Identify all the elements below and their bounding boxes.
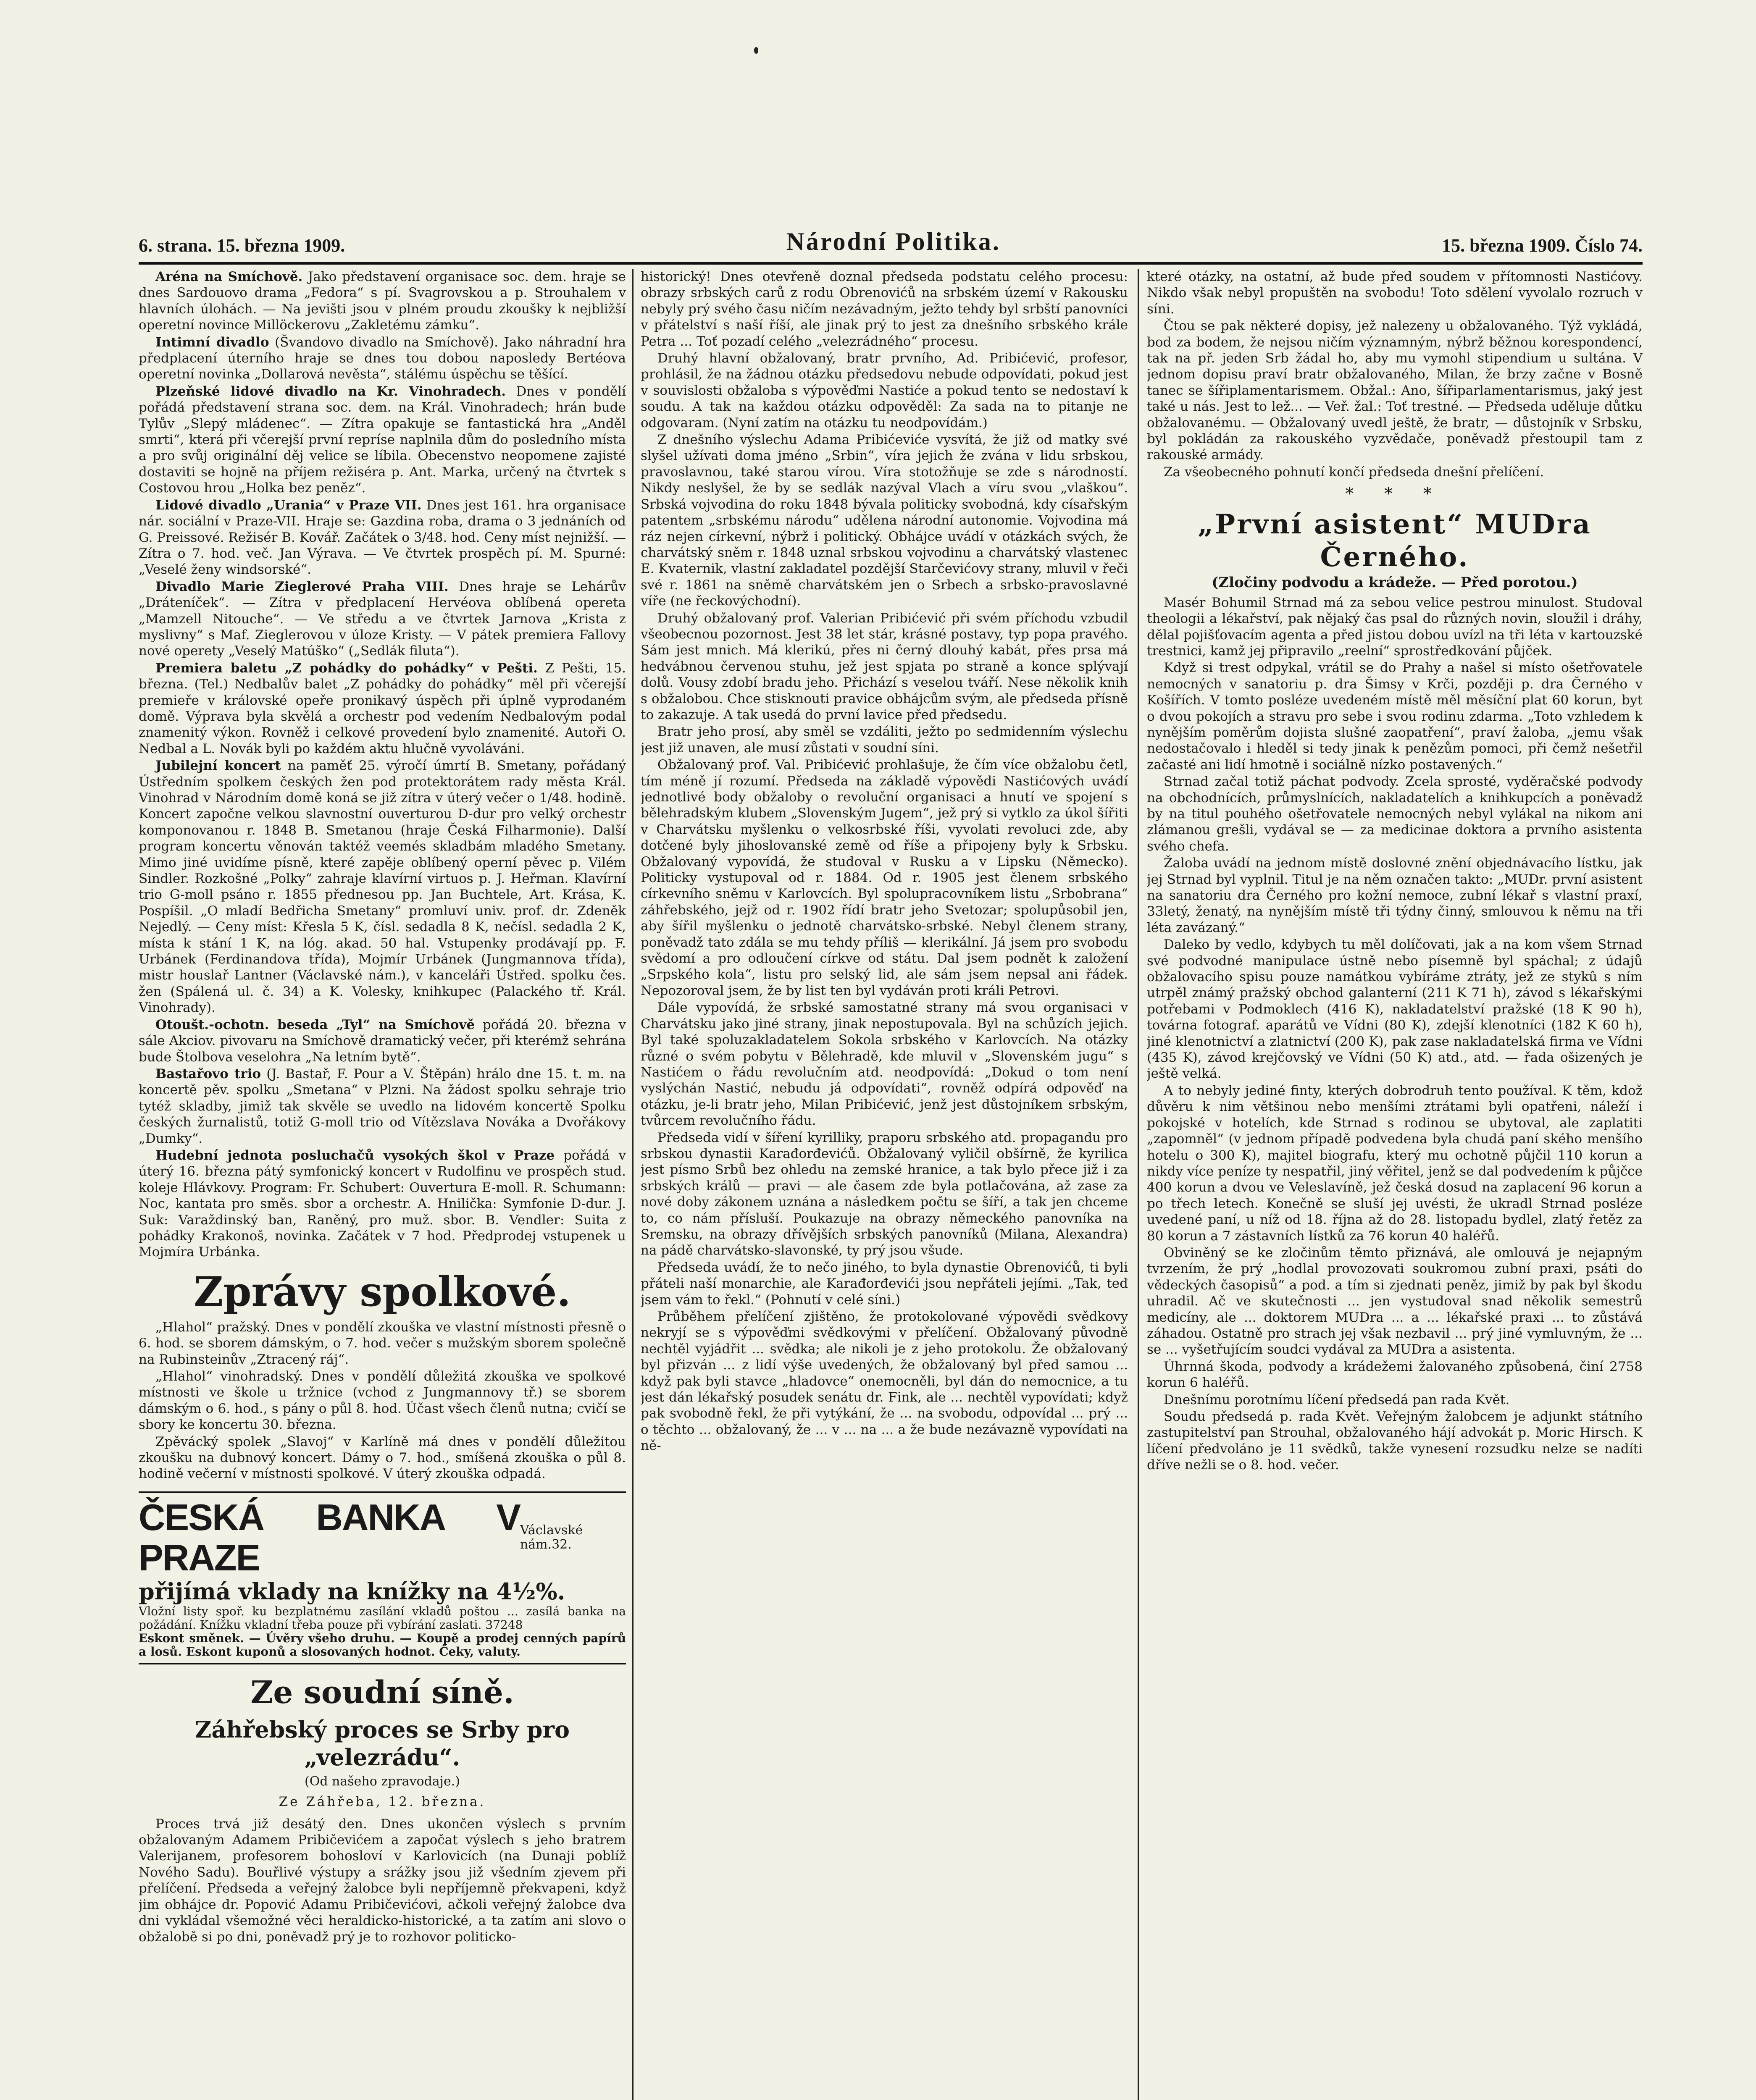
paragraph — [139, 1017, 626, 1065]
article-headline: Záhřebský proces se Srby pro „velezrádu“. — [195, 1716, 570, 1771]
paragraph: Čtou se pak některé dopisy, jež nalezeny u obžalovaného. Týž vykládá, bod za bodem, že nejsou ničím významným, nýbrž běžnou korespondencí, tak na př. jeden Srb žádal ho, aby mu vymohl stipendium u sultána. V jednom dopisu praví bratr obžalovaného, Milan, že brzy začne v Bosně tanec se šířiplamentarismem. Obžal.: Ano, šířiparlamentarismus, jaký jest také u nás. Jest to lež... — Veř. žal.: Toť trestné. — Předseda uděluje důtku obžalovanému. — Obžalovaný uvedl ještě, že bratr, — důstojník v Srbsku, byl pokládán za rakouského vyzvědače, poněvadž přestoupil tam z rakouské armády. — [1147, 318, 1643, 463]
paragraph-head: Jubilejní koncert — [155, 758, 281, 774]
paragraph: historický! Dnes otevřeně doznal předseda podstatu celého procesu: obrazy srbských carů z rodu Obrenovićů na srbském území v Rakousku nebyly prý svého času ničím nezávadným, ježto tehdy byl srbští panovníci v přátelství s naší říší, ale jinak prý to jest za dnešního srbského krále Petra ... Toť pozadí celého „velezrádného“ procesu. — [641, 269, 1128, 349]
paragraph: Strnad začal totiž páchat podvody. Zcela sprosté, vyděračské podvody na obchodnících, průmyslnících, nakladatelích a knihkupcích a poněvadž by na titul pouhého ošetřovatele nemocných nebyl vylákal na nikom ani zlámanou grešli, vydával se — za medicinae doktora a prvního asistenta svého chefa. — [1147, 774, 1643, 854]
paragraph: Druhý hlavní obžalovaný, bratr prvního, Ad. Pribićević, profesor, prohlásil, že na žádnou otázku předsedovu nebude odpovídati, pokud jest v souvislosti obžaloba s výpověďmi Nastiće a pokud tento se nedostaví k soudu. A tak na každou otázku odpověděl: Za sada na to pitanje ne odgovaram. (Nyní zatím na otázku tu neodpovídám.) — [641, 351, 1128, 430]
paragraph-text: pořádá v úterý 16. března pátý symfonický koncert v Rudolfinu ve prospěch stud. koleje Hlávkovy. Program: Fr. Schubert: Ouvertura E-moll. R. Schumann: Noc, kantata pro směs. sbor a orchestr. A. Hnilička: Symfonie D-dur. J. Suk: Varaždinský ban, Raněný, pro muž. sbor. B. Vendler: Suita z pohádky Krakonoš, novinka. Začátek v 7 hod. Předprodej vstupenek u Mojmíra Urbánka. — [139, 1147, 626, 1260]
paragraph: Za všeobecného pohnutí končí předseda dnešní přelíčení. — [1164, 464, 1544, 480]
ad-title: ČESKÁ BANKA V PRAZE — [139, 1496, 520, 1578]
paragraph-text: Dnes hraje se Lehárův „Dráteníček“. — Zítra v předplacení Hervéova oblíbená opereta „Mamzell Nitouche“. — Ve středu a ve čtvrtek Jarnova „Krista z myslivny“ s Maf. Zieglerovou v úloze Kristy. — V pátek premiera Fallovy nové operety „Veselý Matúško“ („Sedlák filuta“). — [139, 579, 626, 659]
paragraph-head: Intimní divadlo — [155, 334, 269, 350]
paragraph-head: Aréna na Smíchově. — [155, 269, 303, 284]
paragraph-text: na paměť 25. výročí úmrtí B. Smetany, pořádaný Ústředním spolkem českých žen pod protektorátem rady města Král. Vinohrad v Národním domě koná se již zítra v úterý večer o 1/48. hodině. Koncert započne velkou slavnostní ouverturou D-dur pro velký orchestr komponovanou r. 1848 B. Smetanou (hraje Česká Filharmonie). Další program koncertu věnován taktéž veemés skladbám mladého Smetany. Mimo jiné uvidíme písně, které zapěje oblíbený operní pěvec p. Vilém Sindler. Rozkošné „Polky“ zahraje klavírní virtuos p. J. Heřman. Klavírní trio G-moll psáno r. 1855 přednesou pp. Jan Buchtele, Art. Krása, K. Pospíšil. „O mladí Bedřicha Smetany“ promluví univ. prof. dr. Zdeněk Nejedlý. — Ceny míst: Křesla 5 K, čísl. sedadla 8 K, nečísl. sedadla 2 K, místa k stání 1 K, na lóg. akad. 50 hal. Vstupenky prodávají pp. F. Urbánek (Ferdinandova třída), Mojmír Urbánek (Jungmannova třída), mistr houslař Lantner (Václavské nám.), v kanceláři Ústřed. spolku čes. žen (Spálená ul. č. 34) a K. Volesky, knihkupec (Palackého tř. Král. Vinohrady). — [139, 758, 626, 1016]
paragraph: Masér Bohumil Strnad má za sebou velice pestrou minulost. Studoval theologii a lékařství, pak nějaký čas psal do různých novin, sloužil i dráhy, dělal pojišťovacím agenta a před jistou dobou uvízl na tři léta v kartouzské trestnici, kamž jej připravilo „reelní“ sprostředkování půjček. — [1147, 595, 1643, 659]
ad-header — [139, 1497, 626, 1578]
column-2 — [641, 269, 1128, 2100]
paragraph-text: Z Pešti, 15. března. (Tel.) Nedbalův balet „Z pohádky do pohádky“ měl při včerejší premieře v královské opeře pronikavý úspěch při úplně vyprodaném domě. Výprava byla skvělá a orchestr pod vedením Nedbalovým podal znamenitý výkon. Rovněž i celkové provedení bylo znamenité. Autoři O. Nedbal a L. Novák byli po každém aktu hlučně vyvoláváni. — [139, 660, 626, 756]
court-section-title: Ze soudní síně. — [250, 1674, 514, 1711]
paragraph — [139, 1066, 626, 1147]
paragraph: Obviněný se ke zločinům těmto přiznává, ale omlouvá je nejapným tvrzením, že prý „hodlal provozovati soukromou zubní praxi, psáti do vědeckých časopisů“ a pod. a tím si zjednati peněz, jimiž by pak byl škodu uhradil. Ač ve skutečnosti ... jen vystudoval snad několik semestrů medicíny, ale ... doktorem MUDra ... a ... lékařské praxi ... to zůstává záhadou. Ostatně pro strach jej však nezbavil ... prý jiné vymluvným, že ... se ... vyšetřujícím soudci vydával za MUDra a asistenta. — [1147, 1245, 1643, 1357]
divider-asterisks: * * * — [1345, 484, 1444, 504]
paragraph: Dnešnímu porotnímu líčení předsedá pan rada Květ. — [1164, 1392, 1510, 1407]
paragraph — [139, 1147, 626, 1260]
paragraph: Daleko by vedlo, kdybych tu měl dolíčovati, jak a na kom všem Strnad své podvodné manipulace ústně nebo písemně byl spáchal; z údajů obžalovacího spisu pouze namátkou vybíráme ztráty, jež ze stykû s ním utrpěl známý pražský obchod galanterní (211 K 71 h), závod s lékařskými potřebami v Podmoklech (416 K), nakladatelství pražské (18 K 90 h), továrna fotograf. aparátů ve Vídni (80 K), zdejší klenotníci (182 K 60 h), jiné klenotnictví a zlatnictví (200 K), pak zase nakladatelská firma ve Vídni (435 K), závod krejčovský ve Vídni (50 K) atd., atd. — řada ošizených je ještě velká. — [1147, 937, 1643, 1082]
article-subheadline: (Zločiny podvodu a krádeže. — Před porotou.) — [1212, 574, 1578, 591]
ad-text: Eskont směnek. — Úvěry všeho druhu. — Koupě a prodej cenných papírů a losů. Eskont kuponů a slosovaných hodnot. Čeky, valuty. — [139, 1631, 626, 1659]
paragraph — [139, 579, 626, 659]
header-left: 6. strana. 15. března 1909. — [139, 235, 345, 256]
paragraph-head: Bastařovo trio — [155, 1066, 261, 1082]
paragraph-text: Dnes jest 161. hra organisace nár. sociální v Praze-VII. Hraje se: Gazdina roba, drama o 3 jednáních od G. Preissové. Režisér B. Kovář. Začátek o 3/48. hod. Ceny míst nejnižší. — Zítra o 7. hod. več. Jan Výrava. — Ve čtvrtek prospěch pí. M. Spurné: „Veselé ženy windsorské“. — [139, 497, 626, 578]
paragraph: Druhý obžalovaný prof. Valerian Pribićević při svém příchodu vzbudil všeobecnou pozornost. Jest 38 let stár, krásné postavy, typ popa pravého. Sám jest mnich. Má klerikú, přes ni černý dlouhý kabát, přes prsa má hedvábnou červenou stuhu, jež jest spjata po straně a konce splývají dolů. Vousy zdobí bradu jeho. Přichází s veselou tváří. Nese několik knih s obžalobou. Chce stisknouti pravice obhájcům svým, ale předseda přísně to zakazuje. A tak usedá do první lavice před předsedu. — [641, 610, 1128, 722]
byline: (Od našeho zpravodaje.) — [305, 1774, 460, 1789]
paragraph: Soudu předsedá p. rada Květ. Veřejným žalobcem je adjunkt státního zastupitelství pan Strouhal, obžalovaného hájí advokát p. Moric Hirsch. K líčení předvoláno je 11 svědků, takže vynesení rozsudku nelze se nadíti dříve nežli se o 8. hod. večer. — [1147, 1409, 1643, 1473]
column-rule — [1138, 269, 1139, 2100]
paragraph: které otázky, na ostatní, až bude před soudem v přítomnosti Nastićovy. Nikdo však nebyl propuštěn na svobodu! Toto sdělení vyvolalo rozruch v síni. — [1147, 269, 1643, 317]
column-1 — [139, 269, 626, 2100]
paragraph: Bratr jeho prosí, aby směl se vzdáliti, ježto po sedmidenním výslechu jest již unaven, ale musí zůstati v soudní síni. — [641, 724, 1128, 756]
paragraph: Obžalovaný prof. Val. Pribićević prohlašuje, že čím více obžalobu četl, tím méně jí rozumí. Předseda na základě výpovědi Nastićových uvádí jednotlivé body obžaloby o revoluční organisaci a hnutí ve spojení s bělehradským klubem „Slovenským Jugem“, jež prý si vytklo za úkol šířiti v Charvátsku myšlenku o velkosrbské říši, vyvolati revoluci zde, aby dotčené byly jihoslovanské země od říše a připojeny byly k Srbsku. Obžalovaný vypovídá, že studoval v Rusku a v Lipsku (Německo). Politicky vystupoval od r. 1884. Od r. 1905 jest členem srbského církevního sněmu v Karlovcích. Byl spolupracovníkem listu „Srbobrana“ záhřebského, jejž od r. 1902 řídí bratr jeho Svetozar; spolupůsobil jen, aby šířil myšlenku o jednotě charvátsko-srbské. Nebyl členem strany, poněvadž tato zdála se mu tehdy příliš — klerikální. Já jsem pro svobodu svědomí a pro odloučení církve od státu. Dal jsem podnět k založení „Srpského kola“, listu pro selský lid, ale sám jsem nepsal ani řádek. Nepozoroval jsem, že by list ten byl vydáván proti králi Petrovi. — [641, 757, 1128, 998]
paragraph — [139, 758, 626, 1016]
paragraph: „Hlahol“ pražský. Dnes v pondělí zkouška ve vlastní místnosti přesně o 6. hod. se sborem dámským, o 7. hod. večer s mužským sborem společně na Rubinsteinův „Ztracený ráj“. — [139, 1319, 626, 1367]
dateline: Ze Záhřeba, 12. března. — [279, 1794, 486, 1810]
paragraph: Průběhem přelíčení zjištěno, že protokolované výpovědi svědkovy nekryjí se s výpověďmi svědkovými v přelíčení. Obžalovaný původně nechtěl vyjádřit ... svědka; ale nikoli je z jeho protokolu. Že obžalovaný byl přizván ... z lidí výše uvedených, že obžalovaný byl před samou ... když pak byli stavce „hladovce“ onemocněli, byl dán do nemocnice, a tu jest dán lékařský posudek senátu dr. Fink, ale ... nechtěl vypovídati; když pak svobodně řekl, že při vytýkání, že ... na svobodu, odpovídal ... prý ... o těchto ... obžalovaný, že ... v ... na ... a že bude nezávazně vypovídati na ně- — [641, 1309, 1128, 1454]
paragraph-text: Jako představení organisace soc. dem. hraje se dnes Sardouovo drama „Fedora“ s pí. Svagrovskou a p. Strouhalem v hlavních úlohách. — Na jevišti jsou v plném proudu zkoušky k nejbližší operetní novince Millöckerovu „Zakletému zámku“. — [139, 269, 626, 333]
paragraph-head: Otoušt.-ochotn. beseda „Tyl“ na Smíchově — [155, 1017, 475, 1032]
column-rule — [632, 269, 634, 2100]
paragraph: Úhrnná škoda, podvody a krádežemi žalovaného způsobená, činí 2758 korun 6 haléřů. — [1147, 1359, 1643, 1391]
paragraph: Předseda vidí v šíření kyrilliky, praporu srbského atd. propagandu pro srbskou dynastii Karađorđevićů. Obžalovaný vyličil obšírně, že kyrilica jest písmo Srbů bez ohledu na zemské hranice, a tak bylo přece již i za srbských králů — pravi — ale časem zde byla potlačována, až zase za nové doby zákonem uznána a následkem počtu se šíří, a tak jen chceme to, co nám přísluší. Poukazuje na obrazy německého panovníka na Sremsku, na obrazy dřívějších srbských panovníků (Milana, Alexandra) na pádě charvátsko-slavonské, ty prý jsou všude. — [641, 1130, 1128, 1258]
paragraph: A to nebyly jediné finty, kterých dobrodruh tento používal. K těm, kdož důvěru k nim většinou nebo menšími ztrátami byli opatřeni, náleží i pokojské v hotelích, kde Strnad s rodinou se ubytoval, ale zaplatiti „zapomněl“ (v jednom případě podvedena byla chudá paní ského menšího hotelu o 300 K), majitel biografu, který mu ochotně půjčil 110 korun a nikdy více peníze ty nespatřil, jiný věřitel, jenž se dal podvedením k půjčce 400 korun a dvou ve Veleslavíně, jež česká dosud na zaplacení 96 korun a po třech letech. Konečně se sluší jej uvésti, že ukradl Strnad posléze uvedené paní, u níž od 18. října až do 28. listopadu bydlel, zlatý řetěz za 80 korun a 7 zástavních lístků za 76 korun 40 haléřů. — [1147, 1083, 1643, 1244]
paragraph — [139, 269, 626, 333]
paragraph-text: (J. Bastař, F. Pour a V. Štěpán) hrálo dne 15. t. m. na koncertě pěv. spolku „Smetana“ v Plzni. Na žádost spolku sehraje trio tytéž skladby, jimiž tak skvěle se uvedlo na lidovém koncertě Spolku českých žurnalistů, totiž G-moll trio od Vítězslava Nováka a Dvořákovy „Dumky“. — [139, 1066, 626, 1146]
paragraph: Žaloba uvádí na jednom místě doslovné znění objednávacího lístku, jak jej Strnad byl vyplnil. Titul je na něm označen takto: „MUDr. první asistent na sanatoriu dra Černého pro kožní nemoce, zubní lékař s vlastní praxí, 33letý, ženatý, na nynějším místě tři týdny činný, smlouvou k němu na tři léta zavázaný.“ — [1147, 856, 1643, 935]
paragraph-text: (Švandovo divadlo na Smíchově). Jako náhradní hra předplacení úterního hraje se dnes tou dobou naposledy Bertéova operetní novinka „Dollarová nevěsta“, stálému úspěchu se těšící. — [139, 334, 626, 382]
paragraph-head: Hudební jednota posluchačů vysokých škol v Praze — [155, 1147, 555, 1163]
article-headline: „První asistent“ MUDra Černého. — [1198, 508, 1592, 573]
bank-advertisement — [139, 1491, 626, 1664]
section-title-spolkove: Zprávy spolkové. — [194, 1268, 571, 1315]
paragraph-head: Premiera baletu „Z pohádky do pohádky“ v Pešti. — [155, 660, 538, 676]
paragraph: Dále vypovídá, že srbské samostatné strany má svou organisaci v Charvátsku jako jiné strany, jinak nepostupovala. Byl na schůzích jejich. Byl také spoluzakladatelem Sokola srbského v Karlovcích. Na otázky různé o svém pobytu v Bělehradě, kde mluvil v „Slovenském jugu“ s Nastićem o řádu revolučním atd. neodpovídá: „Dokud o tom není vyslýchán Nastić, nebudu já odpovídati“, rovněž odpírá odpověď na otázku, je-li bratr jeho, Milan Pribićević, jenž jest důstojníkem srbským, tvůrcem revolučního řádu. — [641, 1000, 1128, 1129]
paragraph — [139, 660, 626, 757]
paragraph-head: Plzeňské lidové divadlo na Kr. Vinohradech. — [155, 383, 506, 399]
ad-address: Václavské nám.32. — [520, 1522, 583, 1552]
paragraph: Proces trvá již desátý den. Dnes ukončen výslech s prvním obžalovaným Adamem Pribičevićem a započat výslech s jeho bratrem Valerijanem, profesorem bohosloví v Karlovicích (na Dunaji poblíž Nového Sadu). Bouřlivé výstupy a srážky jsou již všedním zjevem při přelíčení. Předseda a veřejný žalobce byli nepříjemně překvapeni, když jim obhájce dr. Popović Adamu Pribičevićovi, ačkoli veřejný žalobce dva dni vykládal všemožné věci heraldicko-historické, a ta zatím ani slovo o obžalobě si po dni, poněvadž prý je to rozhovor politicko- — [139, 1816, 626, 1945]
paragraph — [139, 497, 626, 578]
column-3 — [1147, 269, 1643, 2100]
paragraph — [139, 383, 626, 496]
paragraph-head: Lidové divadlo „Urania“ v Praze VII. — [155, 497, 422, 513]
paragraph — [139, 334, 626, 383]
masthead: Národní Politika. — [786, 228, 1001, 255]
paragraph: Zpěvácký spolek „Slavoj“ v Karlíně má dnes v pondělí důležitou zkoušku na dubnový koncert. Dámy o 7. hod., smíšená zkouška o půl 8. hodině večerní v místnosti spolkové. V úterý zkouška odpadá. — [139, 1434, 626, 1482]
ad-text: Vložní listy spoř. ku bezplatnému zasílání vkladů poštou ... zasílá banka na požádání. Knížku vkladní třeba pouze při vybírání zaslati. 37248 — [139, 1604, 626, 1632]
paragraph: „Hlahol“ vinohradský. Dnes v pondělí důležitá zkouška ve spolkové místnosti ve škole u tržnice (vchod z Jungmannovy tř.) se sborem dámským o 6. hod., s pány o půl 8. hod. Účast všech členů nutna; cvičí se sbory ke koncertu 30. března. — [139, 1369, 626, 1433]
page-header — [139, 227, 1643, 265]
paragraph: Předseda uvádí, že to nečo jiného, to byla dynastie Obrenovićů, ti byli přáteli naší monarchie, ale Karađorđevići jsou nepřáteli jejími. „Tak, teď jsem vám to řekl.“ (Pohnutí v celé síni.) — [641, 1260, 1128, 1307]
paragraph-text: pořádá 20. března v sále Akciov. pivovaru na Smíchově dramatický večer, při kterémž sehrána bude Štolbova veselohra „Na letním bytě“. — [139, 1017, 626, 1065]
header-right: 15. března 1909. Číslo 74. — [1442, 235, 1643, 256]
paragraph-head: Divadlo Marie Zieglerové Praha VIII. — [155, 579, 449, 594]
paragraph: Když si trest odpykal, vrátil se do Prahy a našel si místo ošetřovatele nemocných v sanatoriu p. dra Šimsy v Krči, později p. dra Černého v Košířích. V tomto posléze uvedeném místě měl měsíční plat 60 korun, byt o dvou pokojích a stravu pro sebe i svou rodinu zdarma. „Toto vzhledem k nynějším poměrům dojista slušné zaopatření“, praví žaloba, „jemu však nedostačovalo i hleděl si tedy jinak k penězům pomoci, při čemž nešetřil začasté ani lidí hmotně i sociálně nízko postavených.“ — [1147, 660, 1643, 772]
paragraph-text: Dnes v pondělí pořádá představení strana soc. dem. na Král. Vinohradech; hrán bude Tylův „Slepý mládenec“. — Zítra opakuje se fantastická hra „Anděl smrti“, která při včerejší první repríse naplnila dům do posledního místa a pro svůj originální děj velice se líbila. Obecenstvo neopomene zajisté dostaviti se hojně na příjem režiséra p. Ant. Marka, určený na čtvrtek s Costovou hrou „Holka bez peněz“. — [139, 383, 626, 496]
print-speck — [754, 47, 758, 54]
paragraph: Z dnešního výslechu Adama Pribićeviće vysvítá, že již od matky své slyšel užívati doma jméno „Srbin“, víra jejich že zvána v lidu srbskou, pravoslavnou, také starou vírou. Víra stotožňuje se zde s národností. Nikdy neslyšel, že by se sedlák nazýval Vlach a víru svou „vlaškou“. Srbská vojvodina do roku 1848 bývala politicky svobodná, kdy císařským patentem „srbskému národu“ udělena národní autonomie. Vojvodina má ráz nejen církevní, nýbrž i politický. Obhájce uvádí v otázkách svých, že charvátský sněm r. 1848 uznal srbskou vojvodinu a charvátský vlastenec E. Kvaternik, vlastní zakladatel pozdější Starčevićovy strany, mluvil v řeči své r. 1861 na sněmě charvátském jen o Srbech a srbsko-pravoslavné víře (ne řeckovýchodní). — [641, 432, 1128, 609]
ad-offer: přijímá vklady na knížky na 4½%. — [139, 1578, 565, 1605]
